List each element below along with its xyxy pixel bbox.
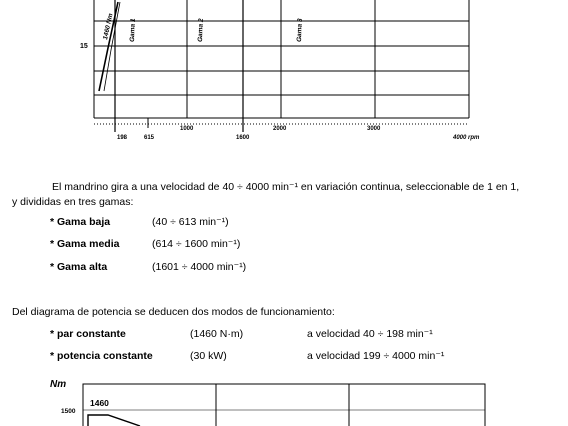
torque-curve xyxy=(88,415,140,426)
x-tick-1600: 1600 xyxy=(236,135,250,141)
y-tick-label: 15 xyxy=(80,43,88,50)
mode-value: (30 kW) xyxy=(190,350,227,362)
curve-label: 1460 Nm xyxy=(102,12,115,41)
y-tick-label: 1500 xyxy=(61,408,76,415)
gama-name: * Gama media xyxy=(50,238,120,250)
y-unit-label: Nm xyxy=(50,379,67,390)
top-chart xyxy=(0,0,568,150)
gama-range: (1601 ÷ 4000 min⁻¹) xyxy=(152,261,247,273)
chart-frame xyxy=(83,384,485,426)
mode-name: * potencia constante xyxy=(50,350,153,362)
gama-range: (40 ÷ 613 min⁻¹) xyxy=(152,216,229,228)
peak-label: 1460 xyxy=(90,398,109,408)
x-tick-615: 615 xyxy=(144,135,155,141)
gama-name: * Gama baja xyxy=(50,216,111,228)
x-tick-3000: 3000 xyxy=(367,126,381,132)
x-tick-198: 198 xyxy=(117,135,128,141)
mode-name: * par constante xyxy=(50,328,126,340)
intro-line-2: y divididas en tres gamas: xyxy=(12,196,134,208)
power-intro: Del diagrama de potencia se deducen dos modos de funcionamiento: xyxy=(12,306,335,318)
gama-row xyxy=(50,238,119,250)
gama-name: * Gama alta xyxy=(50,261,108,273)
gamma-2-label: Gama 2 xyxy=(197,18,205,43)
x-tick-2000: 2000 xyxy=(273,126,287,132)
gama-range: (614 ÷ 1600 min⁻¹) xyxy=(152,238,241,250)
intro-line-1: El mandrino gira a una velocidad de 40 ÷ 4000 min⁻¹ en variación continua, seleccionable de 1 en 1, xyxy=(52,181,520,193)
mode-speed: a velocidad 199 ÷ 4000 min⁻¹ xyxy=(307,350,445,362)
gamma-1-label: Gama 1 xyxy=(129,18,137,43)
bottom-chart xyxy=(0,370,568,426)
mode-value: (1460 N·m) xyxy=(190,328,244,340)
gama-row xyxy=(50,216,110,228)
x-end-label: 4000 rpm xyxy=(453,135,480,141)
x-tick-1000: 1000 xyxy=(180,126,194,132)
mode-speed: a velocidad 40 ÷ 198 min⁻¹ xyxy=(307,328,433,340)
gamma-3-label: Gama 3 xyxy=(296,18,304,43)
intro-paragraph xyxy=(12,180,519,210)
gama-row xyxy=(50,261,107,273)
